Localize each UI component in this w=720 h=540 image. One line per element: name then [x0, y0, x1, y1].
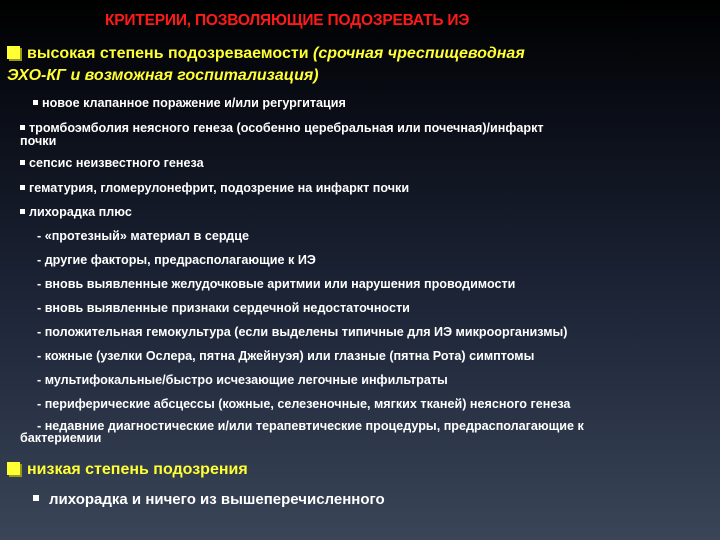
high-suspicion-header: [7, 44, 525, 64]
list-item: тромбоэмболия неясного генеза (особенно церебральная или почечная)/инфаркт: [20, 122, 544, 134]
sub-item: - положительная гемокультура (если выделены типичные для ИЭ микроорганизмы): [37, 325, 568, 339]
sub-item: - периферические абсцессы (кожные, селезеночные, мягких тканей) неясного генеза: [37, 397, 571, 411]
high-suspicion-label: высокая степень подозреваемости: [27, 45, 309, 62]
high-suspicion-header-cont: [7, 66, 319, 86]
list-item-continuation: почки: [20, 134, 57, 148]
low-suspicion-header: [7, 460, 248, 480]
list-item: новое клапанное поражение и/или регургитация: [33, 97, 346, 109]
square-bullet-icon: [33, 100, 38, 105]
sub-item: - мультифокальные/быстро исчезающие легочные инфильтраты: [37, 373, 448, 387]
high-suspicion-paren-line1: (срочная чреспищеводная: [313, 45, 525, 62]
sub-item: - «протезный» материал в сердце: [37, 229, 250, 243]
square-bullet-icon: [33, 495, 39, 501]
sub-item: - недавние диагностические и/или терапевтические процедуры, предрасполагающие к: [37, 419, 584, 433]
sub-item: - вновь выявленные признаки сердечной недостаточности: [37, 301, 410, 315]
square-bullet-icon: [20, 160, 25, 165]
list-item: гематурия, гломерулонефрит, подозрение на инфаркт почки: [20, 182, 409, 194]
checkbox-bullet-icon: [7, 46, 20, 59]
slide-title: КРИТЕРИИ, ПОЗВОЛЯЮЩИЕ ПОДОЗРЕВАТЬ ИЭ: [105, 12, 470, 29]
square-bullet-icon: [20, 185, 25, 190]
list-item: лихорадка плюс: [20, 206, 132, 218]
sub-item: - кожные (узелки Ослера, пятна Джейнуэя) или глазные (пятна Рота) симптомы: [37, 349, 535, 363]
sub-item: - другие факторы, предрасполагающие к ИЭ: [37, 253, 316, 267]
sub-item: - вновь выявленные желудочковые аритмии или нарушения проводимости: [37, 277, 516, 291]
low-suspicion-label: низкая степень подозрения: [27, 461, 248, 478]
high-suspicion-paren-line2: ЭХО-КГ и возможная госпитализация): [7, 67, 319, 84]
sub-item-continuation: бактериемии: [20, 431, 102, 445]
square-bullet-icon: [20, 125, 25, 130]
square-bullet-icon: [20, 209, 25, 214]
list-item: сепсис неизвестного генеза: [20, 157, 204, 169]
checkbox-bullet-icon: [7, 462, 20, 475]
low-suspicion-item: лихорадка и ничего из вышеперечисленного: [33, 491, 385, 508]
